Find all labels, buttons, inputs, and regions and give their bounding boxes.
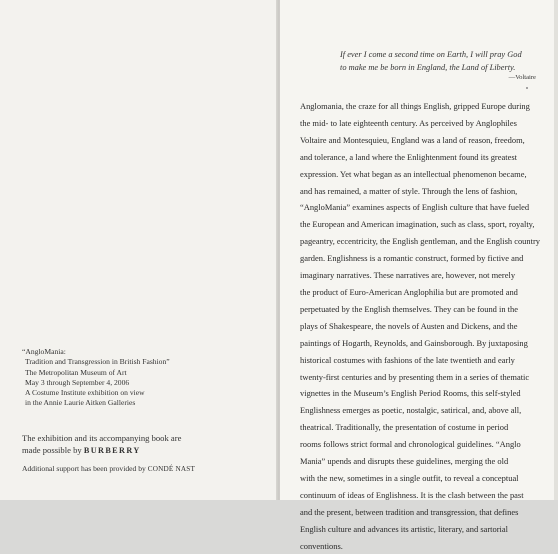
body-line: the mid- to late eighteenth century. As perceived by Anglophiles — [300, 117, 517, 128]
body-line: rooms follows strict formal and chronological guidelines. “Anglo — [300, 439, 521, 450]
body-line: perpetuated by the English themselves. They can be found in the — [300, 303, 518, 314]
body-line: and the present, between tradition and transgression, that defines — [300, 506, 519, 517]
exhibition-description: A Costume Institute exhibition on view — [25, 388, 145, 398]
sponsor-prefix: made possible by — [22, 444, 82, 455]
exhibition-subtitle: Tradition and Transgression in British Fashion” — [25, 357, 170, 367]
epigraph-attribution: —Voltaire — [508, 74, 536, 81]
body-line: historical costumes with fashions of the late twentieth and early — [300, 354, 515, 365]
gallery-name: in the Annie Laurie Aitken Galleries — [25, 398, 136, 408]
exhibition-dates: May 3 through September 4, 2006 — [25, 377, 130, 387]
body-line: and has remained, a matter of style. Through the lens of fashion, — [300, 185, 518, 196]
conde-nast-logo: CONDÉ NAST — [147, 465, 196, 473]
support-text: Additional support has been provided by — [22, 464, 146, 473]
body-line: plays of Shakespeare, the novels of Austen and Dickens, and the — [300, 320, 518, 331]
body-line: expression. Yet what began as an intellectual phenomenon became, — [300, 168, 527, 179]
body-line: paintings of Hogarth, Reynolds, and Gainsborough. By juxtaposing — [300, 337, 528, 348]
body-line: conventions. — [300, 540, 343, 551]
sponsor-statement — [22, 433, 262, 456]
epigraph-line-1: If ever I come a second time on Earth, I will pray God — [340, 50, 522, 59]
body-line: the product of Euro-American Anglophilia but are promoted and — [300, 286, 518, 297]
body-line: the European and American imagination, such as class, sport, royalty, — [300, 219, 535, 230]
body-line: pageantry, eccentricity, the English gentleman, and the English country — [300, 236, 540, 247]
sponsor-line-2 — [22, 445, 262, 457]
left-page — [0, 0, 278, 500]
exhibition-title: “AngloMania: — [22, 347, 66, 356]
body-line: theatrical. Traditionally, the presentation of costume in period — [300, 422, 509, 433]
epigraph-quote — [340, 49, 548, 74]
body-line: Voltaire and Montesquieu, England was a land of reason, freedom, — [300, 134, 525, 145]
additional-support — [22, 464, 272, 473]
museum-name: The Metropolitan Museum of Art — [25, 367, 127, 377]
body-line: imaginary narratives. These narratives are, however, not merely — [300, 270, 516, 281]
essay-body — [300, 98, 552, 554]
body-line: with the new, sometimes in a single outfit, to reveal a conceptual — [300, 472, 519, 483]
exhibition-credits — [22, 347, 262, 409]
body-line: and tolerance, a land where the Enlightenment found its greatest — [300, 151, 517, 162]
body-line: English culture and advances its artistic, literary, and sartorial — [300, 523, 508, 534]
epigraph-line-2: to make me be born in England, the Land of Liberty. — [340, 62, 516, 72]
body-line: Anglomania, the craze for all things English, gripped Europe during — [300, 101, 530, 111]
sponsor-line-1: The exhibition and its accompanying book are — [22, 433, 182, 443]
body-line: Englishness emerges as poetic, nostalgic, satirical, and, above all, — [300, 405, 522, 416]
body-line: garden. Englishness is a romantic construct, formed by fictive and — [300, 253, 524, 264]
body-line: “AngloMania” examines aspects of English culture that have fueled — [300, 202, 530, 213]
body-line: Mania” upends and disrupts these guidelines, merging the old — [300, 456, 509, 467]
body-line: continuum of ideas of Englishness. It is the clash between the past — [300, 489, 524, 500]
decorative-dot — [526, 87, 528, 89]
body-line: twenty-first centuries and by presenting them in a series of thematic — [300, 371, 530, 382]
burberry-logo: BURBERRY — [83, 445, 141, 455]
page-edge — [554, 0, 558, 500]
body-line: vignettes in the Museum’s English Period Rooms, this self-styled — [300, 388, 521, 399]
